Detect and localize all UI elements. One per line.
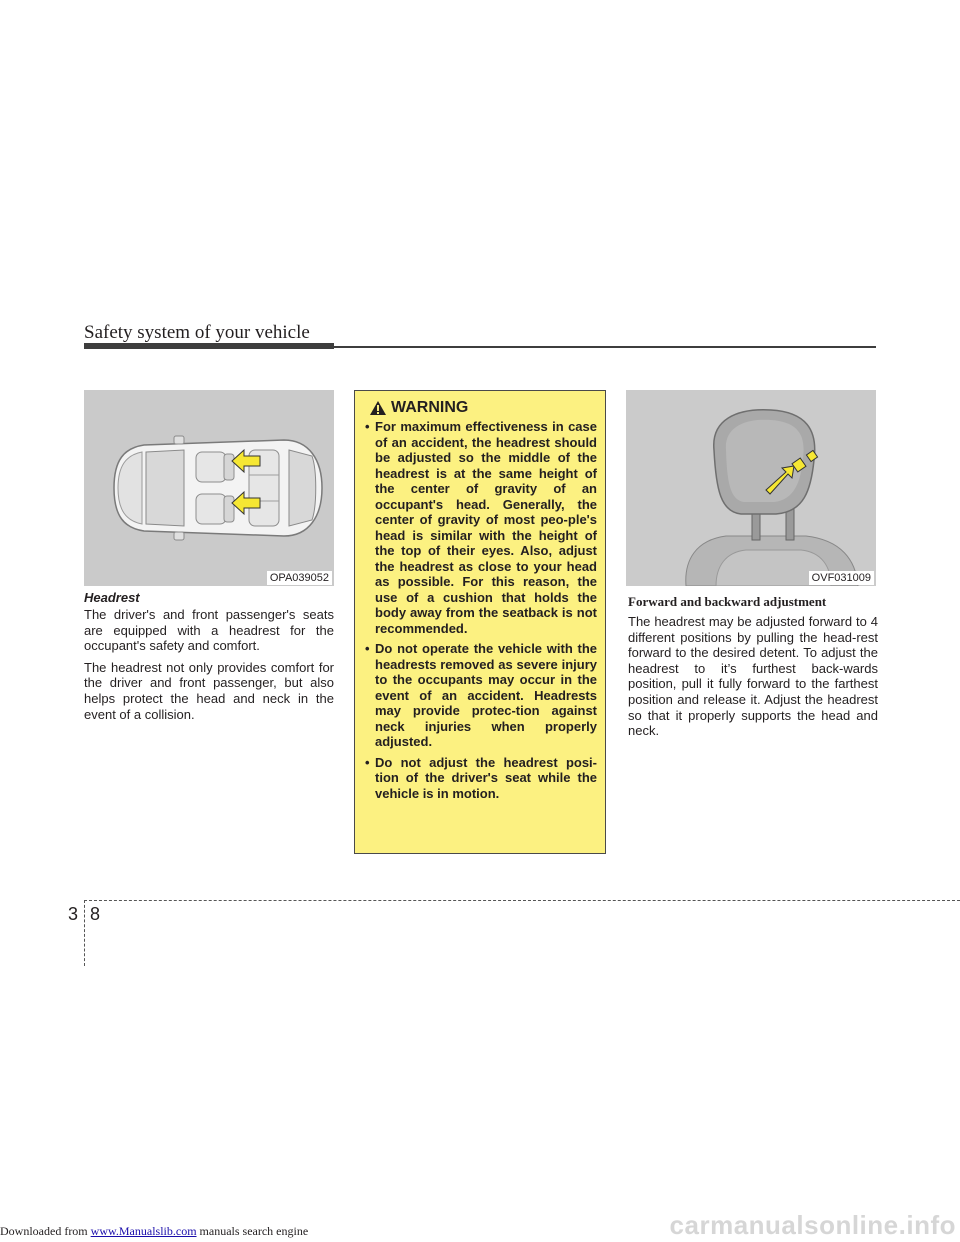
figure-code: OVF031009: [809, 571, 874, 585]
section-title: Safety system of your vehicle: [84, 322, 310, 343]
headrest-figure: [626, 390, 876, 586]
car-top-view-figure: [84, 390, 334, 586]
download-footer: [0, 1224, 308, 1239]
headrest-section: [84, 590, 334, 728]
section-heading: Forward and backward adjustment: [628, 594, 827, 609]
page-divider: [84, 900, 960, 901]
paragraph: The headrest may be adjusted forward to 4 different positions by pulling the head-rest forward to the desired detent. To adjust the headrest to it’s furthest back-wards position, pull it fully forward to the farthest position and release it. Adjust the headrest so that it properly supports the head and neck.: [628, 614, 878, 739]
warning-title: WARNING: [391, 399, 469, 416]
footer-prefix: Downloaded from: [0, 1224, 91, 1238]
warning-header: [369, 399, 597, 417]
watermark: carmanualsonline.info: [669, 1210, 956, 1240]
headrest-icon: [626, 390, 876, 586]
page-divider-vertical: [84, 900, 85, 966]
paragraph: The headrest not only provides comfort for the driver and front passenger, but also helps protect the head and neck in the event of a collision.: [84, 659, 334, 722]
adjustment-section: [628, 594, 878, 745]
section-heading: Headrest: [84, 590, 140, 605]
warning-triangle-icon: [369, 400, 387, 416]
page-number: 8: [90, 904, 101, 924]
warning-list: [365, 419, 597, 801]
warning-item: • Do not adjust the headrest posi-tion of the driver's seat while the vehicle is in motion.: [365, 755, 597, 802]
header-rule-thin: [334, 346, 876, 348]
warning-item: • Do not operate the vehicle with the headrests removed as severe injury to the occupants may occur in the event of an accident. Headrests may provide protec-tion against neck injuries when properly adjusted.: [365, 641, 597, 750]
warning-box: [354, 390, 606, 854]
car-top-view-icon: [84, 390, 334, 586]
paragraph: The driver's and front passenger's seats are equipped with a headrest for the occupant's safety and comfort.: [84, 607, 334, 654]
warning-item: • For maximum effectiveness in case of an accident, the headrest should be adjusted so the middle of the headrest is at the same height of the center of gravity of an occupant's head. Generally, the center of gravity of most peo-ple's head is similar with the height of the top of their eyes. Also, adjust the headrest as close to your head as possible. For this reason, the use of a cushion that holds the body away from the seatback is not recommended.: [365, 419, 597, 636]
footer-suffix: manuals search engine: [196, 1224, 309, 1238]
manualslib-link[interactable]: www.Manualslib.com: [90, 1224, 197, 1238]
header-rule-thick: [84, 343, 334, 349]
figure-code: OPA039052: [267, 571, 332, 585]
chapter-number: 3: [68, 904, 79, 924]
